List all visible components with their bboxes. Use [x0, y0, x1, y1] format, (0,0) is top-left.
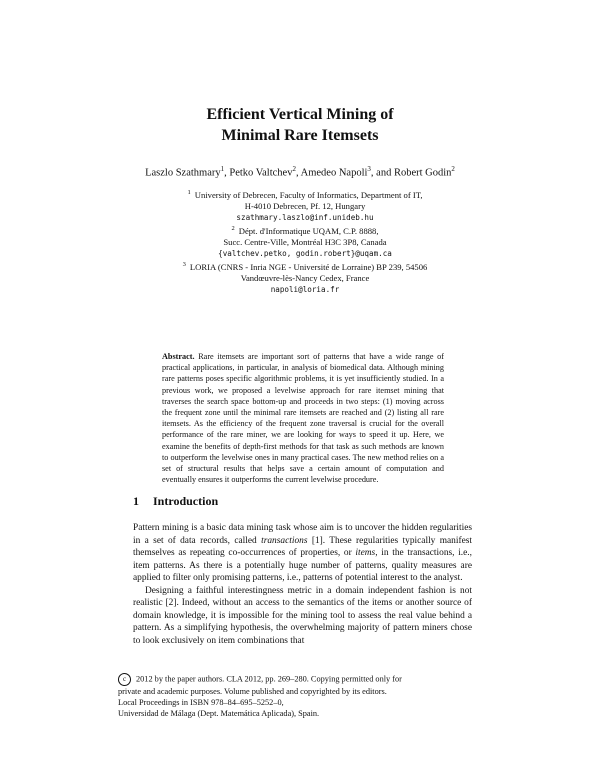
- emphasis: items: [355, 548, 376, 558]
- affiliation-1-line-2: H-4010 Debrecen, Pf. 12, Hungary: [244, 200, 366, 211]
- footnote-line-2: private and academic purposes. Volume published and copyrighted by its editors.: [118, 687, 387, 696]
- body-text: [133, 522, 472, 647]
- author-affil-mark: 2: [292, 165, 296, 173]
- affiliation-3-line-1: [140, 259, 470, 273]
- paragraph: [133, 522, 472, 585]
- section-title: Introduction: [153, 494, 219, 508]
- paper-title: [0, 104, 600, 146]
- section-number: 1: [133, 494, 139, 508]
- author-affil-mark: 3: [367, 165, 371, 173]
- author-list: [0, 165, 600, 179]
- affiliation-1-email: szathmary.laszlo@inf.unideb.hu: [236, 213, 374, 223]
- author-separator: ,: [224, 167, 230, 179]
- affiliation-number: 2: [231, 225, 235, 233]
- author-separator: ,: [295, 167, 301, 179]
- footnote-text: 2012 by the paper authors. CLA 2012, pp. 269–280. Copying permitted only for: [136, 674, 402, 684]
- author-name: Petko Valtchev: [229, 167, 293, 179]
- section-heading: [133, 494, 218, 509]
- text-run: [1]. These regularities typically manifest themselves as repeating co-occurrences of properties, or: [133, 535, 472, 558]
- affiliation-2-line-2: Succ. Centre-Ville, Montréal H3C 3P8, Canada: [223, 237, 387, 248]
- author-affil-mark: 2: [451, 165, 455, 173]
- affiliation-number: 1: [187, 189, 191, 196]
- paragraph: Designing a faithful interestingness metric in a domain independent fashion is not realistic [2]. Indeed, without an access to the semantics of the items or another source of domain knowledge, it is impossible for the mining tool to assess the real value behind a pattern. As a simplifying hypothesis, the overwhelming majority of pattern miners chose to look exclusively on item combinations that: [133, 585, 472, 646]
- copyright-icon: c: [118, 673, 131, 686]
- footnote-line-1: [118, 673, 478, 686]
- footnote-line-3: Local Proceedings in ISBN 978–84–695–5252–0,: [118, 698, 284, 707]
- author-separator: , and: [370, 167, 394, 179]
- text-run: , in the transactions, i.e., item patterns. As there is a potentially huge number of patterns, quality measures are applied to filter only promising patterns, i.e., patterns of potential interest to the analyst.: [133, 548, 472, 583]
- affiliation-number: 3: [182, 261, 186, 269]
- affiliation-1-line-1: [140, 187, 470, 201]
- footnote-line-4: Universidad de Málaga (Dept. Matemática Aplicada), Spain.: [118, 709, 320, 718]
- author-name: Amedeo Napoli: [300, 167, 368, 179]
- affiliation-2-email: {valtchev.petko, godin.robert}@uqam.ca: [218, 249, 392, 259]
- affiliation-text: University of Debrecen, Faculty of Informatics, Department of IT,: [194, 189, 423, 200]
- copyright-footnote: [118, 673, 478, 719]
- author-affil-mark: 1: [220, 165, 225, 173]
- affiliations: [140, 187, 470, 295]
- text-run: Pattern mining is a basic data mining task whose aim is to uncover the hidden regularities in a set of data records, called: [133, 523, 472, 546]
- author-name: Laszlo Szathmary: [145, 167, 221, 179]
- affiliation-3-email: napoli@loria.fr: [270, 285, 340, 295]
- affiliation-2-line-1: [140, 223, 470, 237]
- author-name: Robert Godin: [393, 167, 452, 179]
- abstract-text: Rare itemsets are important sort of patterns that have a wide range of practical applications, in particular, in analysis of biomedical data. Although mining rare patterns poses specific algorithmic problems, it is yet insufficiently studied. In a previous work, we proposed a levelwise approach for rare itemset mining that traverses the search space bottom-up and proceeds in two steps: (1) moving across the frequent zone until the minimal rare itemsets are reached and (2) listing all rare itemsets. As the efficiency of the frequent zone traversal is crucial for the overall performance of the rare miner, we are looking for ways to speed it up. Here, we examine the benefits of depth-first methods for that task as such methods are known to outperform the levelwise ones in many practical cases. The new method relies on a set of structural results that helps save a certain amount of computation and eventually ensures it outperforms the current levelwise procedure.: [162, 352, 445, 485]
- emphasis: transactions: [261, 535, 308, 546]
- abstract: [162, 351, 444, 485]
- abstract-label: Abstract.: [162, 352, 195, 361]
- title-line-1: Efficient Vertical Mining of: [206, 106, 394, 123]
- affiliation-text: Dépt. d'Informatique UQAM, C.P. 8888,: [238, 226, 379, 236]
- title-line-2: Minimal Rare Itemsets: [221, 127, 379, 144]
- affiliation-text: LORIA (CNRS - Inria NGE - Université de Lorraine) BP 239, 54506: [189, 262, 428, 273]
- affiliation-3-line-2: Vandœuvre-lès-Nancy Cedex, France: [240, 273, 370, 284]
